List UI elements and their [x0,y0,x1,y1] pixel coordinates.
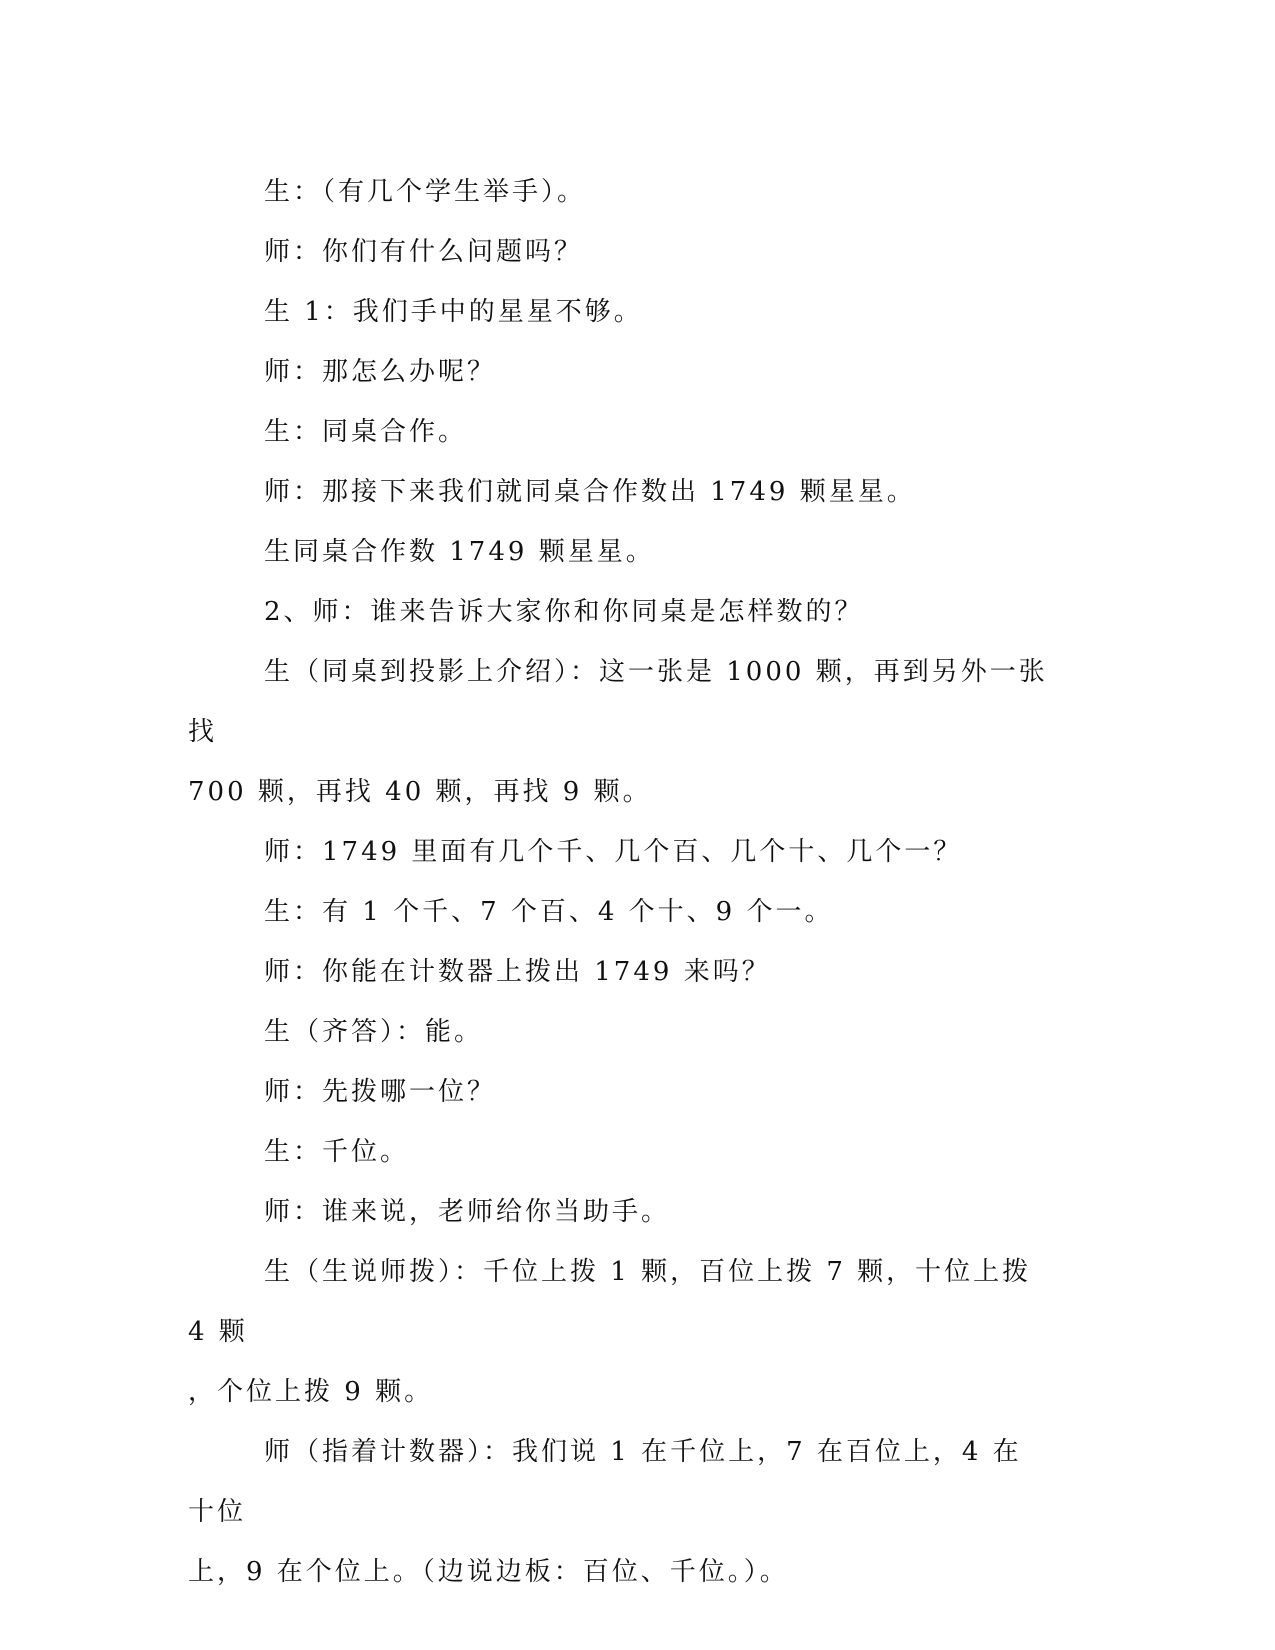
paragraph-continuation: 上，9 在个位上。（边说边板：百位、千位。）。 [188,1557,789,1587]
paragraph: 生同桌合作数 1749 颗星星。 [264,537,655,567]
paragraph: 师（指着计数器）：我们说 1 在千位上，7 在百位上，4 在十位 [188,1437,1022,1527]
paragraph-continuation: ，个位上拨 9 颗。 [188,1377,434,1407]
paragraph: 生（同桌到投影上介绍）：这一张是 1000 颗，再到另外一张找 [188,657,1048,747]
paragraph: 师：那接下来我们就同桌合作数出 1749 颗星星。 [264,477,916,507]
paragraph: 生（生说师拨）：千位上拨 1 颗，百位上拨 7 颗，十位上拨 4 颗 [188,1257,1032,1347]
paragraph: 师：你们有什么问题吗？ [264,237,584,267]
paragraph: 师：先拨哪一位？ [264,1077,497,1107]
paragraph: 师：那怎么办呢？ [264,357,497,387]
paragraph: 生 1：我们手中的星星不够。 [264,297,643,327]
paragraph: 生：（有几个学生举手）。 [264,177,587,207]
paragraph-continuation: 700 颗，再找 40 颗，再找 9 颗。 [188,777,652,807]
paragraph: 师：谁来说，老师给你当助手。 [264,1197,671,1227]
paragraph: 师：1749 里面有几个千、几个百、几个十、几个一？ [264,837,963,867]
paragraph: 生（齐答）：能。 [264,1017,484,1047]
paragraph: 生：有 1 个千、7 个百、4 个十、9 个一。 [264,897,834,927]
paragraph: 2、师：谁来告诉大家你和你同桌是怎样数的？ [264,597,864,627]
paragraph: 生：千位。 [264,1137,410,1167]
document-body [188,162,1048,1602]
paragraph: 生：同桌合作。 [264,417,468,447]
paragraph: 师：你能在计数器上拨出 1749 来吗？ [264,957,771,987]
